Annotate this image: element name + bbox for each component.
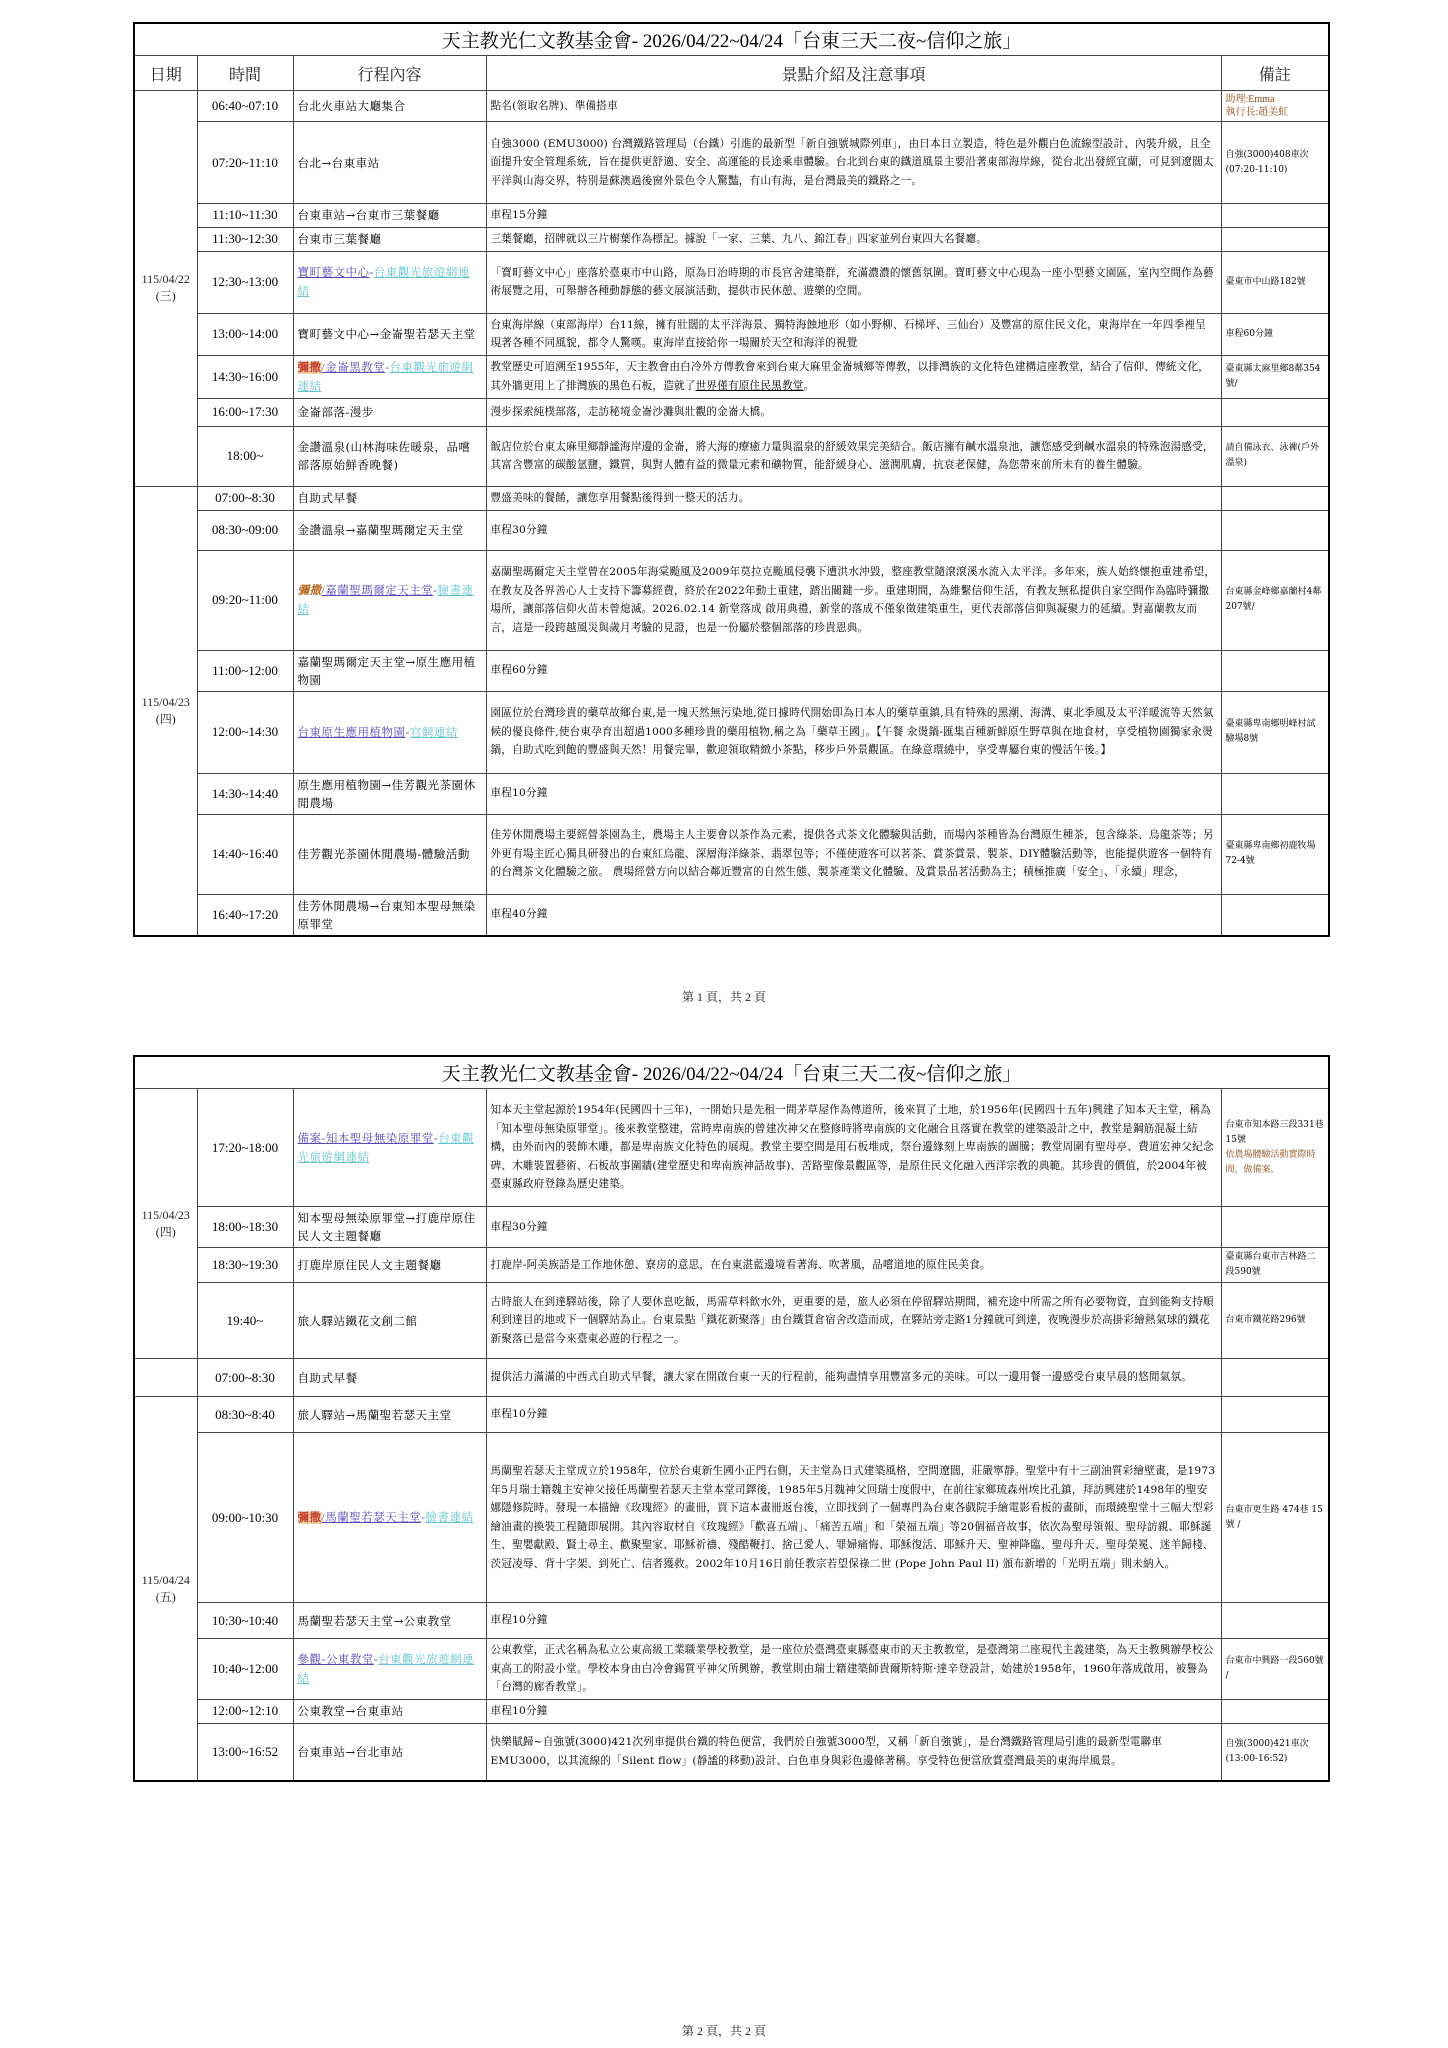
time-cell: 11:00~12:00 [197, 650, 293, 691]
table-row [134, 355, 1329, 398]
day-weekday: (四) [155, 1224, 176, 1239]
time-cell: 14:40~16:40 [197, 814, 293, 894]
activity-cell: 金崙部落-漫步 [293, 398, 486, 426]
description-cell: 車程10分鐘 [486, 1397, 1221, 1433]
description-cell: 「寶町藝文中心」座落於臺東市中山路，原為日治時期的市長官舍建築群，充滿濃濃的懷舊氛圍。寶町藝文中心現為一座小型藝文園區，室內空間作為藝術展覽之用，可舉辦各種動靜態的藝文展演活動，提供市民休憩、遊樂的空間。 [486, 251, 1221, 313]
visit-tag: 參觀- [297, 1653, 326, 1666]
link-separator: - [433, 585, 438, 597]
description-cell: 馬蘭聖若瑟天主堂成立於1958年，位於台東新生國小正門右側，天主堂為日式建築風格，空間遼闊，莊嚴寧靜。聖堂中有十三副油質彩繪壁畫，是1973年5月瑞士籍魏主安神父接任馬蘭聖若瑟天主堂本堂司鐸後，1985年5月魏神父回瑞士度假中，在前往家鄉琉森州埃比孔鎮，拜訪興建於1498年的聖安娜隱修院時。發現一本描繪《玫瑰經》的畫冊，買下這本畫冊返台後，立即找到了一個專門為台東各戲院手繪電影看板的畫師，而環繞聖堂十三幅大型彩繪油畫的換裝工程隨即展開。其內容取材自《玫瑰經》「歡喜五端」、「痛苦五端」和「榮福五端」等20個福音故事，依次為聖母領報、聖母訪親、耶穌誕生、聖嬰獻殿、賢士尋主、歡聚聖家、耶穌祈禱、殘酷鞭打、捨己愛人、罪婦痛悔、耶穌復活、耶穌升天、聖神降臨、聖母升天、聖母榮冕、迷羊歸棧、茨冠凌辱、背十字架、到死亡、信者獲救。2002年10月16日前任教宗若望保祿二世 (Pope John Paul II) 頒布新增的「光明五端」則未納入。 [486, 1433, 1221, 1603]
note-cell: 臺東縣卑南鄉明峰村試驗場8號 [1221, 691, 1329, 773]
day-date: 115/04/24 [141, 1572, 190, 1587]
day-cell [134, 486, 197, 936]
link-baoding-arts-center[interactable]: 寶町藝文中心 [297, 267, 370, 279]
header-time: 時間 [197, 56, 293, 91]
description-cell: 古時旅人在到達驛站後，除了人要休息吃飯，馬需草料飲水外，更重要的是，旅人必須在停留驛站期間，補充途中所需之所有必要物資，直到能夠支持順利到達目的地或下一個驛站為止。台東景點「鐵花新聚落」由台鐵貨倉宿舍改造而成，在驛站旁走路1分鐘就可到達，夜晚漫步於高掛彩繪熱氣球的鐵花新聚落已是當今來臺東必遊的行程之一。 [486, 1283, 1221, 1359]
note-cell: 自強(3000)421車次(13:00-16:52) [1221, 1723, 1329, 1781]
activity-cell: 自助式早餐 [293, 486, 486, 510]
activity-cell [293, 355, 486, 398]
day-cell [134, 1397, 197, 1782]
time-cell: 11:10~11:30 [197, 204, 293, 228]
activity-cell [293, 550, 486, 650]
link-botanical-garden[interactable]: 台東原生應用植物園 [297, 726, 406, 739]
note-cell: 車程60分鐘 [1221, 313, 1329, 355]
link-separator: - [421, 1512, 426, 1524]
mass-tag: 彌撒 [297, 585, 322, 597]
table-row [134, 894, 1329, 936]
description-cell: 車程60分鐘 [486, 650, 1221, 691]
activity-cell: 金讚溫泉→嘉蘭聖瑪爾定天主堂 [293, 510, 486, 550]
table-row [134, 1397, 1329, 1433]
mass-tag: 彌撒 [297, 361, 322, 374]
ceo-name: 執行長:趙美虹 [1225, 107, 1289, 118]
day-date: 115/04/23 [141, 694, 190, 709]
table-row [134, 691, 1329, 773]
time-cell: 18:00~ [197, 426, 293, 486]
table-row [134, 1699, 1329, 1723]
time-cell: 13:00~14:00 [197, 313, 293, 355]
time-cell: 08:30~09:00 [197, 510, 293, 550]
activity-cell [293, 691, 486, 773]
time-cell: 18:00~18:30 [197, 1207, 293, 1248]
note-cell [1221, 1603, 1329, 1639]
link-facebook[interactable]: 臉書連結 [425, 1512, 474, 1524]
activity-cell: 公東教堂→台東車站 [293, 1699, 486, 1723]
table-row [134, 550, 1329, 650]
description-highlight: 世界僅有原住民黑教堂 [695, 379, 804, 392]
activity-cell: 金讚溫泉(山林海味佐暖泉，品嚐部落原始鮮香晚餐) [293, 426, 486, 486]
note-cell [1221, 510, 1329, 550]
header-description: 景點介紹及注意事項 [486, 56, 1221, 91]
time-cell: 10:30~10:40 [197, 1603, 293, 1639]
day-cell [134, 1089, 197, 1359]
description-cell: 園區位於台灣珍貴的藥草故鄉台東,是一塊天然無污染地,從日據時代開始即為日本人的藥草重鎮,具有特殊的黑潮、海溝、東北季風及太平洋暖流等天然氣候的優良條件,使台東孕育出超過1000多種珍貴的藥用植物,稱之為「藥草王國」。【午餐 汆燙鍋-匯集百種新鮮原生野草與在地食材，享受植物園獨家汆燙鍋，自助式吃到飽的豐盛與天然！用餐完畢，歡迎領取精緻小茶點，移步戶外景觀區。在綠意環繞中，享受專屬台東的慢活午後。】 [486, 691, 1221, 773]
table-row [134, 1603, 1329, 1639]
link-taitung-tourism[interactable]: 台東觀光旅遊網連結 [297, 361, 474, 393]
description-cell: 自強3000 (EMU3000) 台灣鐵路管理局（台鐵）引進的最新型「新自強號城際列車」，由日本日立製造，特色是外觀白色流線型設計、內裝升級，且全面提升安全管理系統，旨在提供更舒適、安全、高運能的長途乘車體驗。台北到台東的鐵道風景主要沿著東部海岸線，從台北出發經宜蘭，可見到遼闊太平洋與山海交界，特別是蘇澳過後窗外景色令人驚豔，有山有海，是台灣最美的鐵路之一。 [486, 122, 1221, 204]
itinerary-table-page-1 [133, 22, 1330, 937]
note-cell [1221, 486, 1329, 510]
description-cell: 車程40分鐘 [486, 894, 1221, 936]
note-cell: 臺東縣台東市吉林路二段590號 [1221, 1248, 1329, 1283]
table-row [134, 204, 1329, 228]
link-malan-church[interactable]: /馬蘭聖若瑟天主堂 [321, 1512, 422, 1524]
activity-cell: 嘉蘭聖瑪爾定天主堂→原生應用植物園 [293, 650, 486, 691]
time-cell: 17:20~18:00 [197, 1089, 293, 1207]
table-row [134, 1359, 1329, 1397]
note-cell: 臺東縣太麻里鄉8鄰354號/ [1221, 355, 1329, 398]
description-cell [486, 355, 1221, 398]
link-taitung-tourism[interactable]: 台東觀光旅遊網連結 [297, 267, 470, 298]
note-cell: 臺東縣卑南鄉初鹿牧場72-4號 [1221, 814, 1329, 894]
table-row [134, 91, 1329, 122]
activity-cell: 佳芳觀光茶園休閒農場-體驗活動 [293, 814, 486, 894]
description-cell: 飯店位於台東太麻里鄉靜謐海岸邊的金崙，將大海的療癒力量與溫泉的舒緩效果完美結合。飯店擁有鹹水溫泉池，讓您感受到鹹水溫泉的特殊泡湯感受，其富含豐富的碳酸氫鹽，鐵質，與對人體有益的微量元素和礦物質，能舒緩身心、滋潤肌膚，抗衰老保健，為您帶來前所未有的養生體驗。 [486, 426, 1221, 486]
table-row [134, 122, 1329, 204]
header-date: 日期 [134, 56, 197, 91]
activity-cell: 旅人驛站→馬蘭聖若瑟天主堂 [293, 1397, 486, 1433]
activity-cell: 打鹿岸原住民人文主題餐廳 [293, 1248, 486, 1283]
description-cell: 佳芳休閒農場主要經營茶園為主，農場主人主要會以茶作為元素，提供各式茶文化體驗與活動，而場內茶種皆為台灣原生種茶，包含綠茶、烏龍茶等；另外更有場主匠心獨具研發出的台東紅烏龍、深層海洋綠茶、翡翠包等；不僅使遊客可以茗茶、賞茶賞景、製茶、DIY體驗活動等，也能提供遊客一個特有的台灣茶文化體驗之旅。 農場經營方向以結合鄰近豐富的自然生態、製茶產業文化體驗、及賞景品茗活動為主；積極推廣「安全」、「永續」理念， [486, 814, 1221, 894]
time-cell: 11:30~12:30 [197, 227, 293, 251]
document-title: 天主教光仁文教基金會- 2026/04/22~04/24「台東三天二夜~信仰之旅」 [134, 1056, 1329, 1089]
time-cell: 12:30~13:00 [197, 251, 293, 313]
note-cell [1221, 773, 1329, 814]
link-separator: - [373, 1653, 379, 1666]
activity-cell: 台東市三葉餐廳 [293, 227, 486, 251]
description-cell: 車程10分鐘 [486, 1603, 1221, 1639]
description-cell: 點名(領取名牌)、準備搭車 [486, 91, 1221, 122]
time-cell: 07:00~8:30 [197, 486, 293, 510]
note-cell [1221, 398, 1329, 426]
note-cell: 台東市鐵花路296號 [1221, 1283, 1329, 1359]
link-gongdong-church[interactable]: 公東教堂 [325, 1653, 374, 1666]
note-cell: 臺東市中山路182號 [1221, 251, 1329, 313]
activity-cell: 原生應用植物園→佳芳觀光茶園休閒農場 [293, 773, 486, 814]
time-cell: 16:40~17:20 [197, 894, 293, 936]
time-cell: 07:20~11:10 [197, 122, 293, 204]
table-row [134, 426, 1329, 486]
note-cell [1221, 1699, 1329, 1723]
day-weekday: (四) [155, 711, 176, 726]
table-row [134, 227, 1329, 251]
day-date: 115/04/23 [141, 1207, 190, 1222]
day-date: 115/04/22 [141, 272, 190, 287]
activity-cell: 寶町藝文中心→金崙聖若瑟天主堂 [293, 313, 486, 355]
description-cell: 車程30分鐘 [486, 1207, 1221, 1248]
description-cell: 嘉蘭聖瑪爾定天主堂曾在2005年海棠颱風及2009年莫拉克颱風侵襲下遭洪水沖毀，整座教堂隨滾滾溪水流入太平洋。多年來，族人始終懷抱重建希望，在教友及各界善心人士支持下籌募經費，終於在2022年動土重建，踏出關鍵一步。重建期間，為維繫信仰生活，有教友無私提供自家空間作為臨時彌撒場所，讓部落信仰火苗未曾熄滅。2026.02.14 新堂落成 啟用典禮，新堂的落成不僅象徵建築重生，更代表部落信仰與凝聚力的延續。對嘉蘭教友而言，這是一段跨越風災與歲月考驗的見證，也是一份屬於整個部落的珍貴恩典。 [486, 550, 1221, 650]
day-weekday: (五) [155, 1589, 176, 1604]
header-activity: 行程內容 [293, 56, 486, 91]
time-cell: 08:30~8:40 [197, 1397, 293, 1433]
note-cell [1221, 1089, 1329, 1207]
activity-cell: 知本聖母無染原罪堂→打鹿岸原住民人文主題餐廳 [293, 1207, 486, 1248]
table-row [134, 1089, 1329, 1207]
note-cell [1221, 650, 1329, 691]
link-zhiben-church[interactable]: 知本聖母無染原罪堂 [325, 1132, 434, 1145]
table-row [134, 510, 1329, 550]
page-footer: 第 1 頁，共 2 頁 [681, 990, 766, 1004]
time-cell: 09:00~10:30 [197, 1433, 293, 1603]
note-cell: 台東市中興路一段560號 / [1221, 1639, 1329, 1700]
description-end: 。 [803, 379, 815, 392]
link-separator: - [369, 267, 374, 279]
table-row [134, 1433, 1329, 1603]
time-cell: 14:30~14:40 [197, 773, 293, 814]
activity-cell: 台東車站→台北車站 [293, 1723, 486, 1781]
description-cell: 車程15分鐘 [486, 204, 1221, 228]
table-row [134, 650, 1329, 691]
time-cell: 13:00~16:52 [197, 1723, 293, 1781]
table-row [134, 1723, 1329, 1781]
page-2 [133, 1055, 1328, 1782]
activity-cell: 台東車站→台東市三葉餐廳 [293, 204, 486, 228]
description-cell: 豐盛美味的餐餚，讓您享用餐點後得到一整天的活力。 [486, 486, 1221, 510]
activity-cell: 自助式早餐 [293, 1359, 486, 1397]
activity-cell: 馬蘭聖若瑟天主堂→公東教堂 [293, 1603, 486, 1639]
note-address: 台東市知本路三段331巷15號 [1225, 1119, 1324, 1145]
time-cell: 06:40~07:10 [197, 91, 293, 122]
mass-tag: 彌撒 [297, 1512, 322, 1524]
time-cell: 09:20~11:00 [197, 550, 293, 650]
description-cell: 車程10分鐘 [486, 773, 1221, 814]
activity-cell [293, 1433, 486, 1603]
time-cell: 14:30~16:00 [197, 355, 293, 398]
link-facebook[interactable]: 臉書連結 [297, 585, 474, 616]
activity-cell [293, 1089, 486, 1207]
day-cell-empty [134, 1359, 197, 1397]
activity-cell: 台北火車站大廳集合 [293, 91, 486, 122]
link-separator: - [385, 361, 390, 374]
description-cell: 提供活力滿滿的中西式自助式早餐，讓大家在開啟台東一天的行程前，能夠盡情享用豐富多元的美味。可以一邊用餐一邊感受台東早晨的悠閒氣氛。 [486, 1359, 1221, 1397]
activity-cell: 佳芳休閒農場→台東知本聖母無染原罪堂 [293, 894, 486, 936]
note-cell: 自強(3000)408車次(07:20-11:10) [1221, 122, 1329, 204]
description-text: 教堂歷史可追溯至1955年，天主教會由白冷外方傳教會來到台東大麻里金崙城鄉等傳教，以排灣族的文化特色建構這座教堂，結合了信仰、傳統文化，其外牆更用上了排灣族的黑色石板，造就了 [490, 361, 1210, 392]
note-cell: 台東縣金峰鄉嘉蘭村4鄰207號/ [1221, 550, 1329, 650]
time-cell: 12:00~12:10 [197, 1699, 293, 1723]
table-row [134, 486, 1329, 510]
table-row [134, 251, 1329, 313]
table-row [134, 814, 1329, 894]
page-1 [133, 22, 1328, 937]
time-cell: 07:00~8:30 [197, 1359, 293, 1397]
note-backup: 依農場體驗活動實際時間，做備案。 [1225, 1149, 1316, 1175]
description-cell: 漫步探索純樸部落，走訪秘境金崙沙灘與壯觀的金崙大橋。 [486, 398, 1221, 426]
time-cell: 19:40~ [197, 1283, 293, 1359]
time-cell: 10:40~12:00 [197, 1639, 293, 1700]
table-row [134, 1639, 1329, 1700]
description-cell: 快樂賦歸~自強號(3000)421次列車提供台鐵的特色便當，我們於自強號3000型，又稱「新自強號」，是台灣鐵路管理局引進的最新型電聯車EMU3000，以其流線的「Silent flow」(靜謐的移動)設計、白色車身與彩色邊條著稱。享受特色便當欣賞臺灣最美的東海岸風景。 [486, 1723, 1221, 1781]
description-cell: 公東教堂，正式名稱為私立公東高級工業職業學校教堂，是一座位於臺灣臺東縣臺東市的天主教教堂，是臺灣第二座現代主義建築，為天主教興辦學校公東高工的附設小堂。學校本身由白冷會錫質平神父所興辦，教堂則由瑞士籍建築師貴爾斯特斯·達辛登設計，始建於1958年，1960年落成啟用，被譽為「台灣的廊香教堂」。 [486, 1639, 1221, 1700]
itinerary-table-page-2 [133, 1055, 1330, 1782]
description-cell: 打鹿岸-阿美族語是工作地休憩、寮房的意思，在台東湛藍邊境看著海、吹著風，品嚐道地的原住民美食。 [486, 1248, 1221, 1283]
table-row [134, 1248, 1329, 1283]
link-official-site[interactable]: 官網連結 [409, 726, 458, 739]
table-row [134, 1207, 1329, 1248]
page-footer: 第 2 頁，共 2 頁 [681, 2024, 766, 2038]
activity-cell [293, 1639, 486, 1700]
note-cell [1221, 204, 1329, 228]
time-cell: 18:30~19:30 [197, 1248, 293, 1283]
note-cell [1221, 1397, 1329, 1433]
header-notes: 備註 [1221, 56, 1329, 91]
day-weekday: (三) [155, 289, 176, 304]
assistant-name: 助理:Emma [1225, 94, 1275, 105]
link-jialan-church[interactable]: /嘉蘭聖瑪爾定天主堂 [321, 585, 434, 597]
backup-tag: 備案- [297, 1132, 326, 1145]
note-cell [1221, 1359, 1329, 1397]
link-taitung-tourism[interactable]: 台東觀光旅遊網連結 [297, 1132, 475, 1164]
description-cell: 知本天主堂起源於1954年(民國四十三年)，一開始只是先租一間茅草屋作為傳道所，後來買了土地，於1956年(民國四十五年)興建了知本天主堂，稱為「知本聖母無染原罪堂」。後來教堂整建，當時卑南族的曾建次神父在整修時將卑南族的文化融合且落實在教堂的建築設計之中，教堂是鋼筋混凝土結構，由外而內的裝飾木雕，都是卑南族文化特色的展現。教堂主要空間是用石板堆成，祭台邊緣刻上卑南族的圖騰；教堂周圍有聖母亭、費道宏神父紀念碑、木雕裝置藝術、石板故事圍牆(建堂歷史和卑南族神話故事)、苦路聖像景觀區等，是原住民文化融入西洋宗教的典範。其珍貴的價值，於2004年被臺東縣政府登錄為歷史建築。 [486, 1089, 1221, 1207]
table-row [134, 1283, 1329, 1359]
link-separator: - [405, 726, 410, 739]
note-cell [1221, 91, 1329, 122]
description-cell: 車程30分鐘 [486, 510, 1221, 550]
description-cell: 三葉餐廳，招牌就以三片樹葉作為標記。據說「一家、三葉、九八、錦江春」四家並列台東四大名餐廳。 [486, 227, 1221, 251]
day-cell [134, 91, 197, 487]
time-cell: 12:00~14:30 [197, 691, 293, 773]
time-cell: 16:00~17:30 [197, 398, 293, 426]
link-taitung-tourism[interactable]: 台東觀光旅遊網連結 [297, 1653, 475, 1685]
table-row [134, 773, 1329, 814]
note-cell [1221, 1207, 1329, 1248]
description-cell: 台東海岸線（東部海岸）台11線，擁有壯闊的太平洋海景、獨特海蝕地形（如小野柳、石梯坪、三仙台）及豐富的原住民文化，東海岸在一年四季裡呈現著各種不同風貌，都令人驚嘆。東海岸直接給你一場關於天空和海洋的視覺 [486, 313, 1221, 355]
activity-cell [293, 251, 486, 313]
note-cell: 請自備泳衣、泳褲(戶外溫泉) [1221, 426, 1329, 486]
note-cell [1221, 894, 1329, 936]
link-separator: - [433, 1132, 439, 1145]
note-cell [1221, 227, 1329, 251]
note-cell: 台東市更生路 474巷 15 號 / [1221, 1433, 1329, 1603]
description-cell: 車程10分鐘 [486, 1699, 1221, 1723]
link-jinlun-black-church[interactable]: /金崙黑教堂 [321, 361, 386, 374]
table-row [134, 313, 1329, 355]
activity-cell: 台北→台東車站 [293, 122, 486, 204]
table-row [134, 398, 1329, 426]
activity-cell: 旅人驛站鐵花文創二館 [293, 1283, 486, 1359]
document-title: 天主教光仁文教基金會- 2026/04/22~04/24「台東三天二夜~信仰之旅」 [134, 23, 1329, 56]
